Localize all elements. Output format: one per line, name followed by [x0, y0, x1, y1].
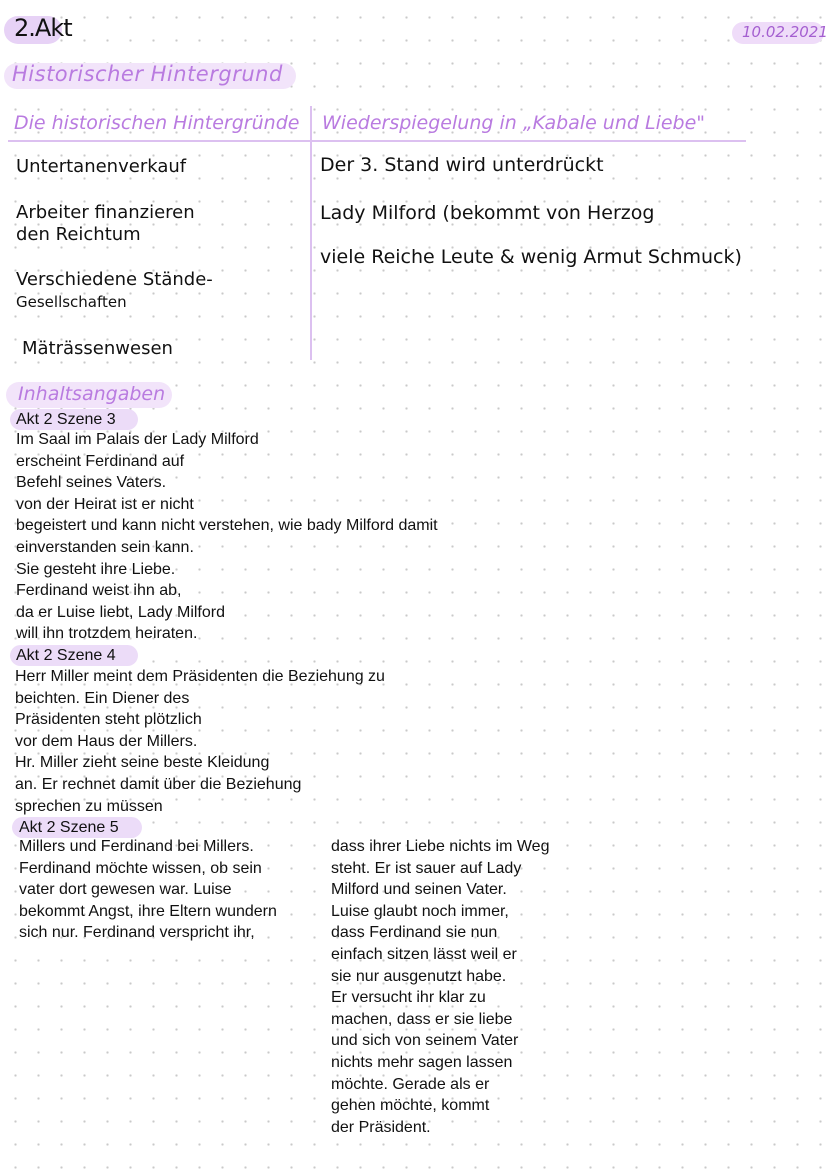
scene5-text-col1: Millers und Ferdinand bei Millers. Ferdinand möchte wissen, ob sein vater dort gewesen war. Luise bekommt Angst, ihre Eltern wundern sich nur. Ferdinand verspricht ihr, [19, 838, 277, 942]
scene5-text-col2: dass ihrer Liebe nichts im Weg steht. Er ist sauer auf Lady Milford und seinen Vater. Luise glaubt noch immer, dass Ferdinand sie nun einfach sitzen lässt weil er sie nur ausgenutzt habe. Er versucht ihr klar zu machen, dass er sie liebe und sich von seinem Vater nichts mehr sagen lassen möchte. Gerade als er gehen möchte, kommt der Präsident. [331, 838, 550, 1136]
scene5-heading: Akt 2 Szene 5 [19, 819, 119, 836]
section-title: Historischer Hintergrund [12, 62, 283, 86]
right-item-reiche: viele Reiche Leute & wenig Armut Schmuck) [320, 246, 742, 268]
table-column-divider [310, 106, 312, 360]
left-item-arbeiter: Arbeiter finanzieren den Reichtum [16, 202, 195, 245]
scene3-heading: Akt 2 Szene 3 [16, 411, 116, 428]
page-title: 2.Akt [14, 14, 72, 42]
left-item-untertanenverkauf: Untertanenverkauf [16, 156, 187, 177]
inhalt-title: Inhaltsangaben [18, 383, 166, 405]
scene4-heading: Akt 2 Szene 4 [16, 647, 116, 664]
page-date: 10.02.2021 [742, 23, 828, 41]
left-item-maetrassenwesen: Mäträssenwesen [22, 338, 173, 359]
right-item-milford: Lady Milford (bekommt von Herzog [320, 202, 655, 224]
table-col2-header: Wiederspiegelung in „Kabale und Liebe" [322, 112, 706, 134]
table-col1-header: Die historischen Hintergründe [14, 112, 300, 134]
table-header-divider [8, 140, 746, 142]
scene3-text: Im Saal im Palais der Lady Milford erscheint Ferdinand auf Befehl seines Vaters. von der Heirat ist er nicht begeistert und kann nicht verstehen, wie bady Milford damit einverstanden sein kann. Sie gesteht ihre Liebe. Ferdinand weist ihn ab, da er Luise liebt, Lady Milford will ihn trotzdem heiraten. [16, 431, 438, 643]
scene4-text: Herr Miller meint dem Präsidenten die Beziehung zu beichten. Ein Diener des Präsidenten steht plötzlich vor dem Haus der Millers. Hr. Miller zieht seine beste Kleidung an. Er rechnet damit über die Beziehung sprechen zu müssen [15, 668, 385, 815]
left-item-staende: Verschiedene Stände- Gesellschaften [16, 269, 213, 311]
right-item-stand: Der 3. Stand wird unterdrückt [320, 154, 604, 176]
